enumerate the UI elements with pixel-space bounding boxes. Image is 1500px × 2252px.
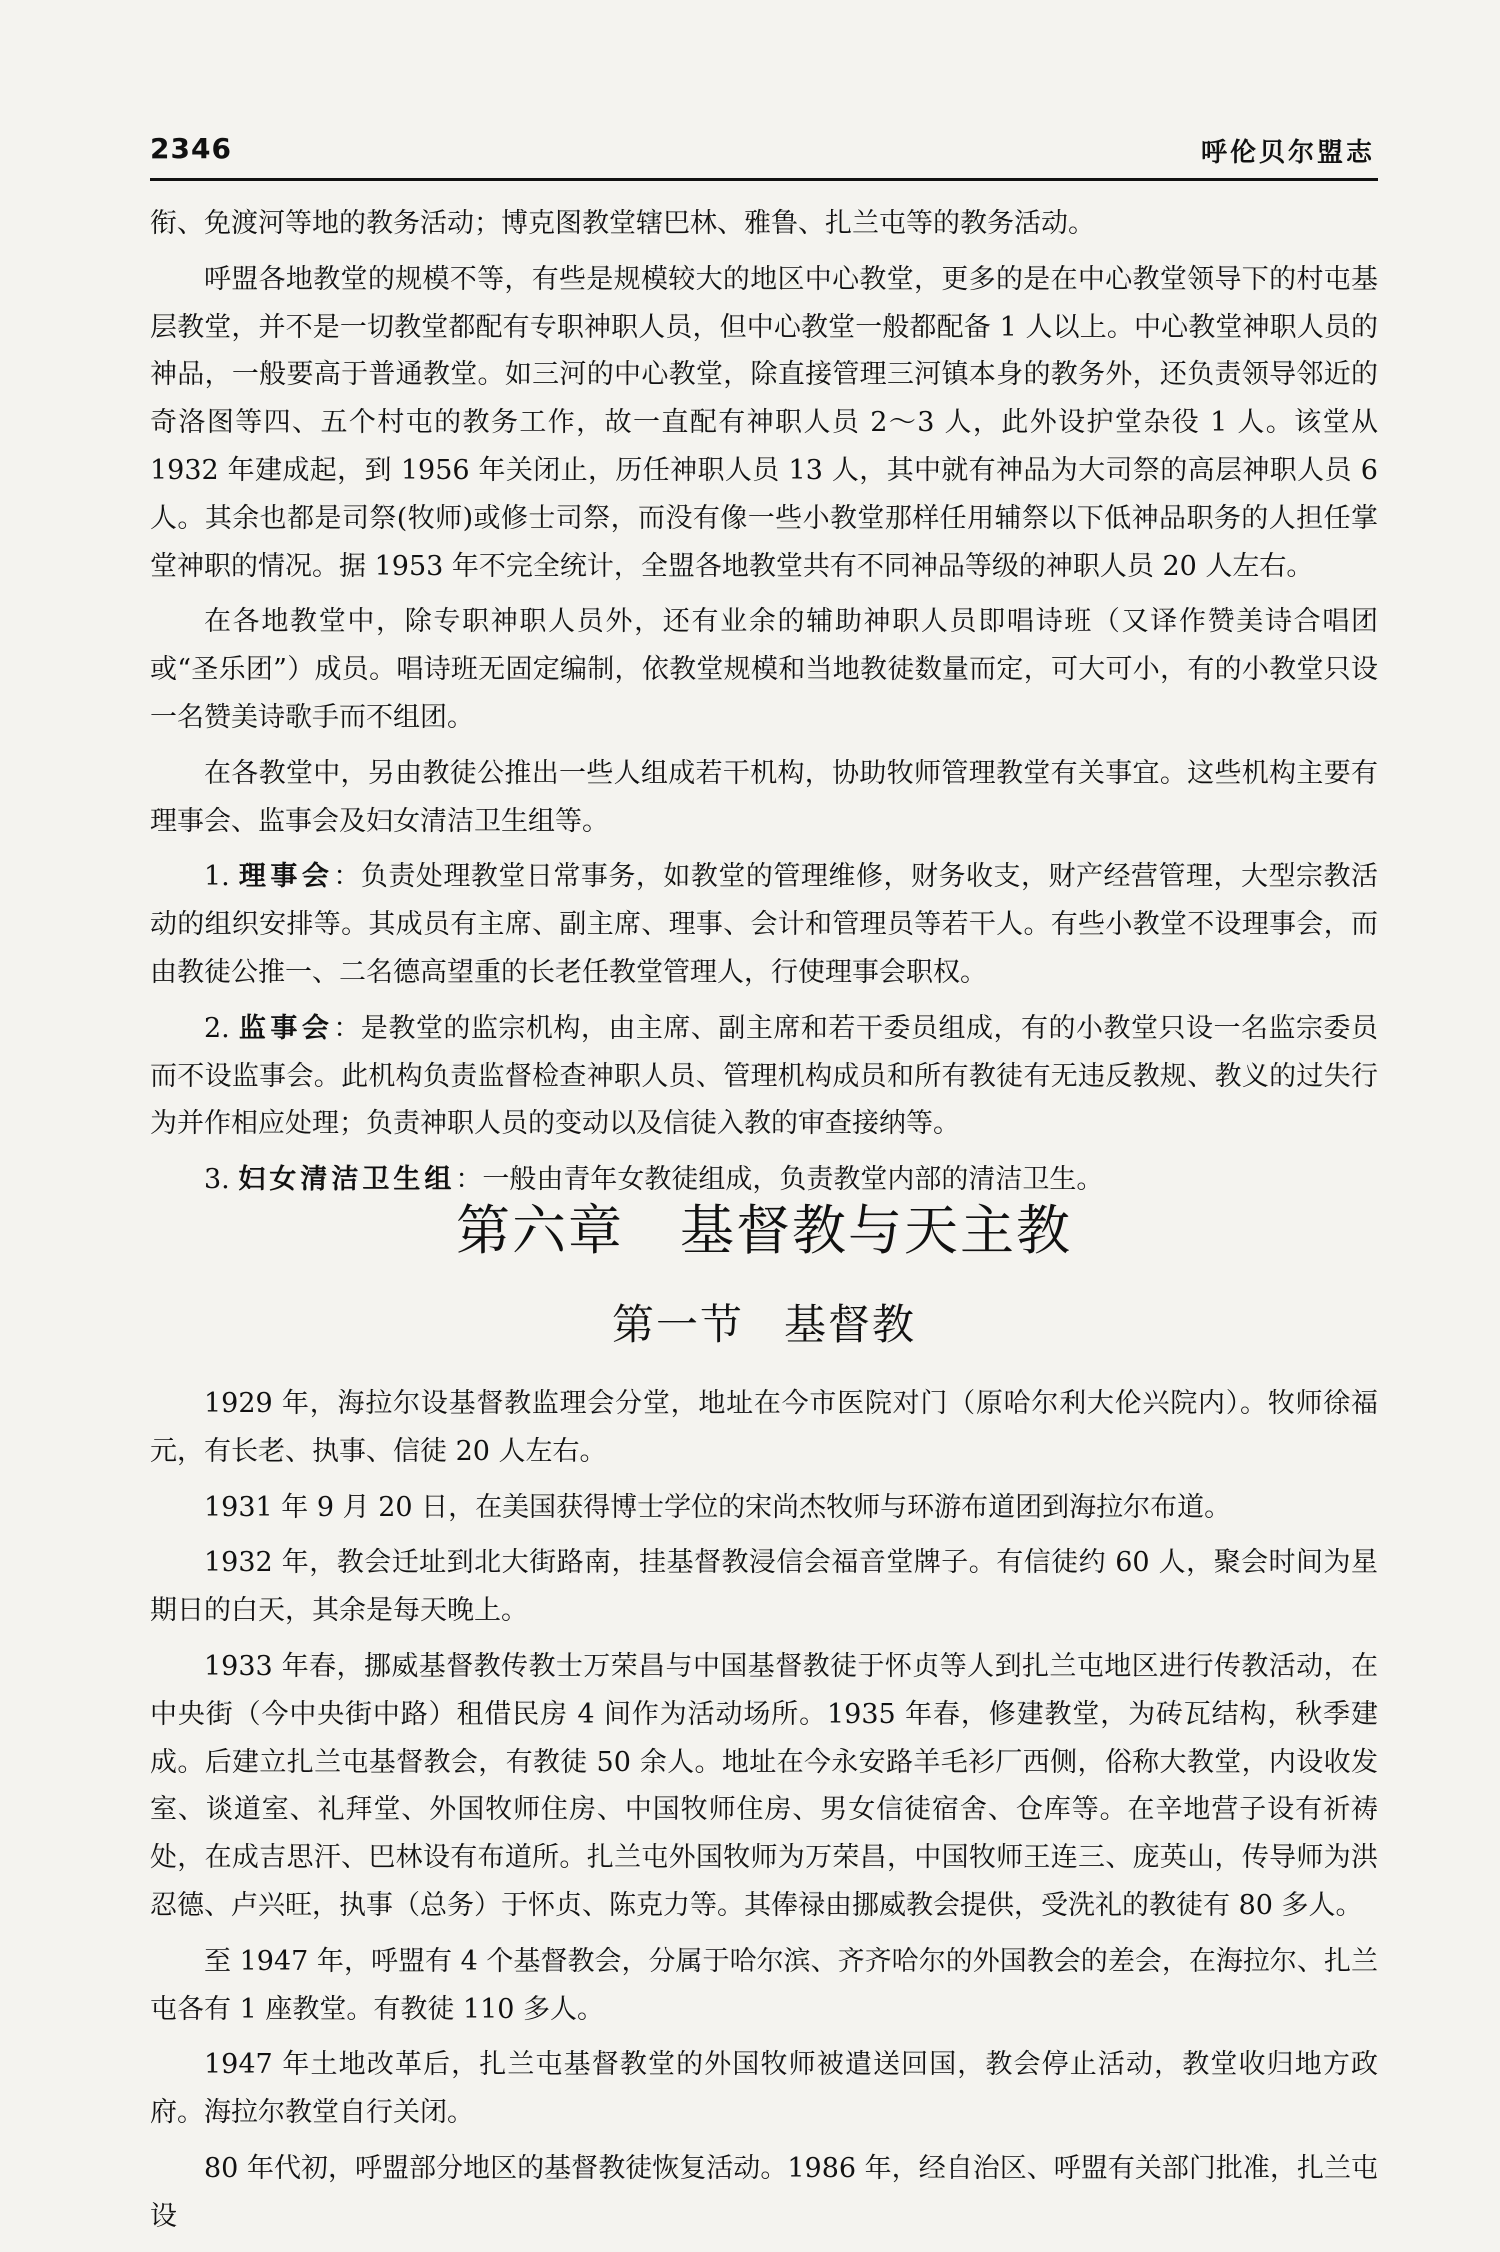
body-text-top: [150, 200, 1378, 1212]
paragraph: 1933 年春，挪威基督教传教士万荣昌与中国基督教徒于怀贞等人到扎兰屯地区进行传教活动，在中央街（今中央街中路）租借民房 4 间作为活动场所。1935 年春，修建教堂，为砖瓦结构，秋季建成。后建立扎兰屯基督教会，有教徒 50 余人。地址在今永安路羊毛衫厂西侧，俗称大教堂，内设收发室、谈道室、礼拜堂、外国牧师住房、中国牧师住房、男女信徒宿舍、仓库等。在辛地营子设有祈祷处，在成吉思汗、巴林设有布道所。扎兰屯外国牧师为万荣昌，中国牧师王连三、庞英山，传导师为洪忍德、卢兴旺，执事（总务）于怀贞、陈克力等。其俸禄由挪威教会提供，受洗礼的教徒有 80 多人。: [150, 1650, 1378, 1921]
item-text: ：负责处理教堂日常事务，如教堂的管理维修，财务收支，财产经营管理，大型宗教活动的组织安排等。其成员有主席、副主席、理事、会计和管理员等若干人。有些小教堂不设理事会，而由教徒公推一、二名德高望重的长老任教堂管理人，行使理事会职权。: [150, 861, 1379, 988]
section-number: 第一节: [611, 1300, 744, 1349]
item-number: 2.: [204, 1012, 230, 1044]
organization-item-supervisory: [150, 1005, 1378, 1148]
organization-item-council: [150, 853, 1378, 996]
running-head: 呼伦贝尔盟志: [1200, 138, 1375, 168]
page-header: [150, 128, 1375, 176]
chapter-name: 基督教与天主教: [680, 1199, 1072, 1262]
paragraph: 1932 年，教会迁址到北大街路南，挂基督教浸信会福音堂牌子。有信徒约 60 人，聚会时间为星期日的白天，其余是每天晚上。: [150, 1547, 1378, 1627]
item-number: 3.: [204, 1164, 230, 1196]
item-term: 理事会: [238, 861, 334, 893]
paragraph: 在各地教堂中，除专职神职人员外，还有业余的辅助神职人员即唱诗班（又译作赞美诗合唱团或“圣乐团”）成员。唱诗班无固定编制，依教堂规模和当地教徒数量而定，可大可小，有的小教堂只设一名赞美诗歌手而不组团。: [150, 606, 1378, 733]
paragraph: 1929 年，海拉尔设基督教监理会分堂，地址在今市医院对门（原哈尔利大伦兴院内）。牧师徐福元，有长老、执事、信徒 20 人左右。: [150, 1388, 1378, 1467]
item-text: ：是教堂的监宗机构，由主席、副主席和若干委员组成，有的小教堂只设一名监宗委员而不设监事会。此机构负责监督检查神职人员、管理机构成员和所有教徒有无违反教规、教义的过失行为并作相应处理；负责神职人员的变动以及信徒入教的审查接纳等。: [150, 1012, 1379, 1140]
paragraph: 1947 年土地改革后，扎兰屯基督教堂的外国牧师被遣送回国，教会停止活动，教堂收归地方政府。海拉尔教堂自行关闭。: [150, 2049, 1378, 2129]
paragraph: 呼盟各地教堂的规模不等，有些是规模较大的地区中心教堂，更多的是在中心教堂领导下的村屯基层教堂，并不是一切教堂都配有专职神职人员，但中心教堂一般都配备 1 人以上。中心教堂神职人员的神品，一般要高于普通教堂。如三河的中心教堂，除直接管理三河镇本身的教务外，还负责领导邻近的奇洛图等四、五个村屯的教务工作，故一直配有神职人员 2～3 人，此外设护堂杂役 1 人。该堂从 1932 年建成起，到 1956 年关闭止，历任神职人员 13 人，其中就有神品为大司祭的高层神职人员 6 人。其余也都是司祭(牧师)或修士司祭，而没有像一些小教堂那样任用辅祭以下低神品职务的人担任掌堂神职的情况。据 1953 年不完全统计，全盟各地教堂共有不同神品等级的神职人员 20 人左右。: [150, 263, 1378, 582]
paragraph: 1931 年 9 月 20 日，在美国获得博士学位的宋尚杰牧师与环游布道团到海拉尔布道。: [204, 1491, 1232, 1523]
body-text-bottom: [150, 1380, 1378, 2249]
item-text: ：一般由青年女教徒组成，负责教堂内部的清洁卫生。: [455, 1164, 1104, 1196]
paragraph: 80 年代初，呼盟部分地区的基督教徒恢复活动。1986 年，经自治区、呼盟有关部门批准，扎兰屯设: [150, 2152, 1378, 2232]
item-term: 妇女清洁卫生组: [238, 1164, 456, 1196]
chapter-number: 第六章: [456, 1199, 624, 1262]
section-name: 基督教: [784, 1300, 917, 1349]
section-title: [150, 1292, 1378, 1352]
chapter-title: [150, 1188, 1378, 1265]
paragraph: 衔、免渡河等地的教务活动；博克图教堂辖巴林、雅鲁、扎兰屯等的教务活动。: [150, 208, 1095, 239]
item-term: 监事会: [238, 1012, 334, 1044]
header-rule: [150, 178, 1378, 181]
paragraph: 在各教堂中，另由教徒公推出一些人组成若干机构，协助牧师管理教堂有关事宜。这些机构主要有理事会、监事会及妇女清洁卫生组等。: [150, 757, 1378, 837]
page-number: 2346: [150, 132, 232, 165]
paragraph: 至 1947 年，呼盟有 4 个基督教会，分属于哈尔滨、齐齐哈尔的外国教会的差会，在海拉尔、扎兰屯各有 1 座教堂。有教徒 110 多人。: [150, 1945, 1378, 2025]
item-number: 1.: [204, 861, 230, 893]
